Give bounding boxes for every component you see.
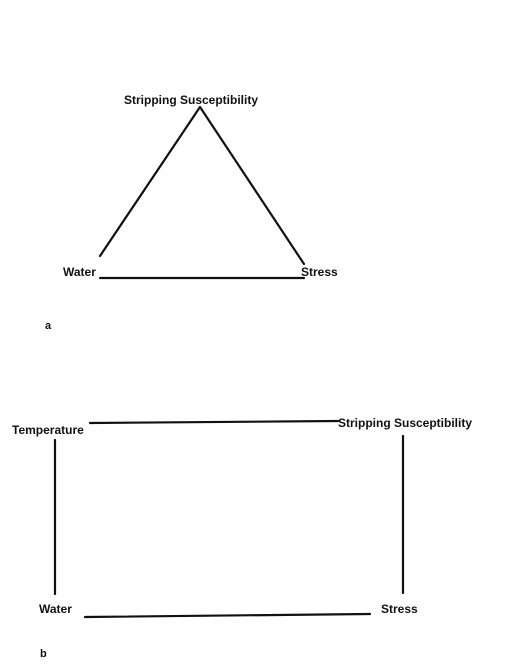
node-stress-b: Stress	[381, 602, 418, 616]
node-stripping-susceptibility-b: Stripping Susceptibility	[338, 416, 473, 430]
edge-temperature-susceptibility	[90, 421, 338, 423]
node-water-a: Water	[63, 265, 96, 279]
edge-susceptibility-water	[100, 107, 200, 256]
node-water-b: Water	[39, 602, 72, 616]
node-stripping-susceptibility-a: Stripping Susceptibility	[124, 93, 259, 107]
panel-label-b: b	[40, 648, 47, 660]
diagram-b-edges	[55, 421, 403, 617]
node-stress-a: Stress	[301, 265, 338, 279]
node-temperature-b: Temperature	[12, 423, 84, 437]
panel-label-a: a	[45, 320, 52, 332]
edge-water-stress	[85, 614, 370, 617]
edge-susceptibility-stress	[200, 107, 304, 264]
diagram-a-edges	[100, 107, 304, 278]
